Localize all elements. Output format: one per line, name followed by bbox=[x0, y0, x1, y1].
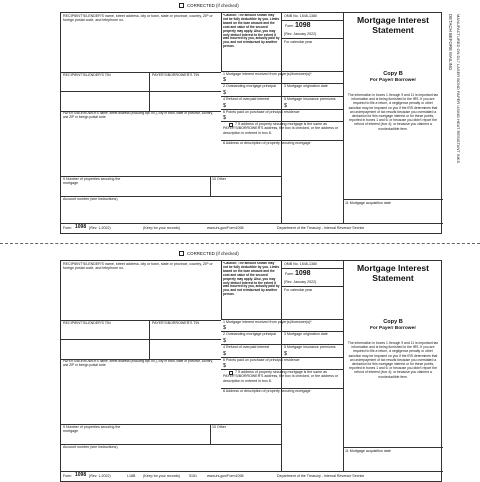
recipient-label: RECIPIENT'S/LENDER'S name, street address, city or town, state or province, country, ZIP or foreign postal code, and telephone no. bbox=[63, 262, 213, 271]
caution-text: *Caution: The amount shown may not be fully deductible by you. Limits based on the loan amount and the cost and value of the secured property may apply. Also, you may only deduct interest to the extent it was incurred by you, actually paid by you, and not reimbursed by another person. bbox=[223, 262, 280, 297]
copy-b-subtitle: For Payer/ Borrower bbox=[369, 78, 417, 83]
box1-dollar-sign: $ bbox=[223, 77, 227, 83]
box3-label: 3 Mortgage origination date bbox=[284, 84, 328, 88]
box5-dollar-sign: $ bbox=[284, 351, 288, 357]
recipient-tin-field[interactable] bbox=[63, 79, 147, 90]
box7-label: 7 If address of property securing mortgage is the same as PAYER'S/BORROWER'S address, the box is checked, or the address or description is entered in box 8. bbox=[223, 370, 339, 383]
box4-label: 4 Refund of overpaid interest bbox=[223, 345, 270, 349]
box11-label: 11 Mortgage acquisition date bbox=[345, 201, 391, 205]
footer-department: Department of the Treasury - Internal Revenue Service bbox=[277, 226, 365, 230]
box5-label: 5 Mortgage insurance premiums bbox=[284, 97, 336, 101]
form-title: Mortgage Interest Statement bbox=[356, 16, 430, 35]
form-rule bbox=[61, 471, 443, 472]
calendar-year-label: For calendar year bbox=[284, 40, 313, 44]
box7-label: 7 If address of property securing mortgage is the same as PAYER'S/BORROWER'S address, the box is checked, or the address or description is entered in box 8. bbox=[223, 122, 339, 135]
box3-origination-date-field[interactable] bbox=[284, 90, 341, 96]
recipient-name-address-field[interactable] bbox=[63, 277, 219, 319]
recipient-name-address-field[interactable] bbox=[63, 29, 219, 71]
box10-other-field[interactable] bbox=[212, 183, 280, 195]
form-rule bbox=[221, 261, 222, 320]
payer-tin-field[interactable] bbox=[152, 79, 220, 90]
box10-label: 10 Other bbox=[212, 425, 226, 429]
box6-dollar-sign: $ bbox=[223, 115, 227, 121]
box4-label: 4 Refund of overpaid interest bbox=[223, 97, 270, 101]
box1-mortgage-interest-field[interactable] bbox=[229, 325, 339, 331]
form-rule bbox=[343, 447, 443, 448]
footer-keep-records: (Keep for your records) bbox=[143, 226, 180, 230]
perforation-line bbox=[0, 243, 480, 244]
box10-label: 10 Other bbox=[212, 177, 226, 181]
account-number-field[interactable] bbox=[63, 203, 279, 222]
box9-label: 9 Number of properties securing the mortgage bbox=[63, 177, 121, 186]
box4-refund-field[interactable] bbox=[229, 351, 279, 357]
box1-dollar-sign: $ bbox=[223, 325, 227, 331]
form-rule bbox=[281, 20, 343, 21]
side-text-detach: DETACH BEFORE MAILING bbox=[448, 14, 453, 71]
form-rule bbox=[61, 91, 221, 92]
form-label: Form bbox=[285, 24, 294, 28]
calendar-year-label: For calendar year bbox=[284, 288, 313, 292]
footer-keep-records: (Keep for your records) bbox=[143, 474, 180, 478]
form-rule bbox=[221, 13, 222, 72]
footer-irs-url: www.irs.gov/Form1098 bbox=[207, 474, 244, 478]
revision-date: (Rev. January 2022) bbox=[284, 32, 317, 36]
box5-dollar-sign: $ bbox=[284, 103, 288, 109]
omb-number: OMB No. 1545-1380 bbox=[284, 14, 317, 18]
form-rule bbox=[281, 38, 343, 39]
form-rule bbox=[343, 199, 443, 200]
box2-label: 2 Outstanding mortgage principal bbox=[223, 332, 276, 336]
box11-acquisition-date-field[interactable] bbox=[345, 459, 441, 470]
copy-b-title: Copy B bbox=[383, 71, 403, 77]
form-1098-copy-b-bottom bbox=[60, 251, 442, 482]
corrected-label: CORRECTED (if checked) bbox=[187, 251, 239, 256]
payer-name-label: PAYER'S/BORROWER'S name, street address (including apt. no.), city or town, state or province, country, and ZIP or foreign postal code bbox=[63, 360, 213, 367]
payer-tin-label: PAYER'S/BORROWER'S TIN bbox=[152, 321, 200, 325]
box1-mortgage-interest-field[interactable] bbox=[229, 77, 339, 83]
form-title: Mortgage Interest Statement bbox=[356, 264, 430, 283]
box5-label: 5 Mortgage insurance premiums bbox=[284, 345, 336, 349]
form-rule bbox=[210, 176, 211, 196]
copy-b-subtitle: For Payer/ Borrower bbox=[369, 326, 417, 331]
recipient-tin-label: RECIPIENT'S/LENDER'S TIN bbox=[63, 73, 111, 77]
recipient-label: RECIPIENT'S/LENDER'S name, street address, city or town, state or province, country, ZIP or foreign postal code, and telephone no. bbox=[63, 14, 213, 23]
footer-form-number: 1098 bbox=[75, 224, 87, 230]
box1-label: 1 Mortgage interest received from payer(s)/borrower(s)* bbox=[223, 72, 312, 76]
form-rule bbox=[343, 261, 344, 471]
box5-insurance-field[interactable] bbox=[290, 351, 341, 357]
box6-label: 6 Points paid on purchase of principal residence bbox=[223, 110, 300, 114]
box5-insurance-field[interactable] bbox=[290, 103, 341, 109]
box8-property-address-field[interactable] bbox=[223, 147, 341, 175]
form-1098-copy-b-top bbox=[60, 3, 442, 234]
form-label: Form bbox=[285, 272, 294, 276]
box8-label: 8 Address or description of property securing mortgage bbox=[223, 141, 311, 145]
box10-other-field[interactable] bbox=[212, 431, 280, 443]
payer-name-label: PAYER'S/BORROWER'S name, street address (including apt. no.), city or town, state or province, country, and ZIP or foreign postal code bbox=[63, 112, 213, 119]
form-rule bbox=[61, 223, 443, 224]
box6-points-field[interactable] bbox=[229, 363, 339, 369]
box6-points-field[interactable] bbox=[229, 115, 339, 121]
box8-label: 8 Address or description of property securing mortgage bbox=[223, 389, 311, 393]
box11-label: 11 Mortgage acquisition date bbox=[345, 449, 391, 453]
footer-code-2: 5151 bbox=[189, 474, 197, 478]
box2-principal-field[interactable] bbox=[229, 90, 279, 96]
footer-department: Department of the Treasury - Internal Revenue Service bbox=[277, 474, 365, 478]
corrected-checkbox[interactable] bbox=[179, 251, 184, 256]
caution-text: *Caution: The amount shown may not be fully deductible by you. Limits based on the loan amount and the cost and value of the secured property may apply. Also, you may only deduct interest to the extent it was incurred by you, actually paid by you, and not reimbursed by another person. bbox=[223, 14, 280, 49]
footer-form-label: Form bbox=[63, 226, 72, 230]
copy-b-notice: The information in boxes 1 through 9 and 11 is important tax information and is being furnished to the IRS. If you are required to file a return, a negligence penalty or other sanction may be imposed on you if the IRS determines that an underpayment of tax results because you overstated a deduction for this mortgage interest or for these points, reported in boxes 1 and 6; or because you didn't report the refund of interest (box 4); or because you claimed a nondeductible item. bbox=[347, 341, 439, 379]
corrected-checkbox[interactable] bbox=[179, 3, 184, 8]
box4-refund-field[interactable] bbox=[229, 103, 279, 109]
form-rule bbox=[343, 13, 344, 223]
corrected-label: CORRECTED (if checked) bbox=[187, 3, 239, 8]
box1-label: 1 Mortgage interest received from payer(s)/borrower(s)* bbox=[223, 320, 312, 324]
form-rule bbox=[210, 424, 211, 444]
form-rule bbox=[281, 268, 343, 269]
box6-dollar-sign: $ bbox=[223, 363, 227, 369]
account-number-label: Account number (see instructions) bbox=[63, 445, 118, 449]
box11-acquisition-date-field[interactable] bbox=[345, 211, 441, 222]
revision-date: (Rev. January 2022) bbox=[284, 280, 317, 284]
form-number: 1098 bbox=[295, 22, 311, 29]
box8-property-address-field[interactable] bbox=[223, 395, 341, 423]
copy-b-title: Copy B bbox=[383, 319, 403, 325]
footer-irs-url: www.irs.gov/Form1098 bbox=[207, 226, 244, 230]
footer-revision: (Rev. 1-2022) bbox=[89, 226, 111, 230]
payer-tin-field[interactable] bbox=[152, 327, 220, 338]
copy-b-notice: The information in boxes 1 through 9 and 11 is important tax information and is being furnished to the IRS. If you are required to file a return, a negligence penalty or other sanction may be imposed on you if the IRS determines that an underpayment of tax results because you overstated a deduction for this mortgage interest or for these points, reported in boxes 1 and 6; or because you didn't report the refund of interest (box 4); or because you claimed a nondeductible item. bbox=[347, 93, 439, 131]
form-number: 1098 bbox=[295, 270, 311, 277]
footer-form-label: Form bbox=[63, 474, 72, 478]
box9-properties-field[interactable] bbox=[125, 425, 209, 443]
box3-origination-date-field[interactable] bbox=[284, 338, 341, 344]
form-rule bbox=[281, 286, 343, 287]
footer-revision: (Rev. 1-2022) bbox=[89, 474, 111, 478]
box6-label: 6 Points paid on purchase of principal residence bbox=[223, 358, 300, 362]
recipient-tin-field[interactable] bbox=[63, 327, 147, 338]
box2-label: 2 Outstanding mortgage principal bbox=[223, 84, 276, 88]
recipient-tin-label: RECIPIENT'S/LENDER'S TIN bbox=[63, 321, 111, 325]
box2-dollar-sign: $ bbox=[223, 338, 227, 344]
footer-product-code: L18B bbox=[127, 474, 136, 478]
account-number-label: Account number (see instructions) bbox=[63, 197, 118, 201]
box2-dollar-sign: $ bbox=[223, 90, 227, 96]
box2-principal-field[interactable] bbox=[229, 338, 279, 344]
box3-label: 3 Mortgage origination date bbox=[284, 332, 328, 336]
payer-name-address-field[interactable] bbox=[63, 370, 219, 423]
omb-number: OMB No. 1545-1380 bbox=[284, 262, 317, 266]
box4-dollar-sign: $ bbox=[223, 103, 227, 109]
box9-properties-field[interactable] bbox=[125, 177, 209, 195]
side-text-manufactured: MANUFACTURED ON DL7 LASER BOND PAPER USING HEAT RESISTANT INKS bbox=[456, 14, 461, 163]
form-rule bbox=[61, 339, 221, 340]
payer-name-address-field[interactable] bbox=[63, 122, 219, 175]
box9-label: 9 Number of properties securing the mortgage bbox=[63, 425, 121, 434]
footer-form-number: 1098 bbox=[75, 472, 87, 478]
box4-dollar-sign: $ bbox=[223, 351, 227, 357]
payer-tin-label: PAYER'S/BORROWER'S TIN bbox=[152, 73, 200, 77]
account-number-field[interactable] bbox=[63, 451, 279, 470]
